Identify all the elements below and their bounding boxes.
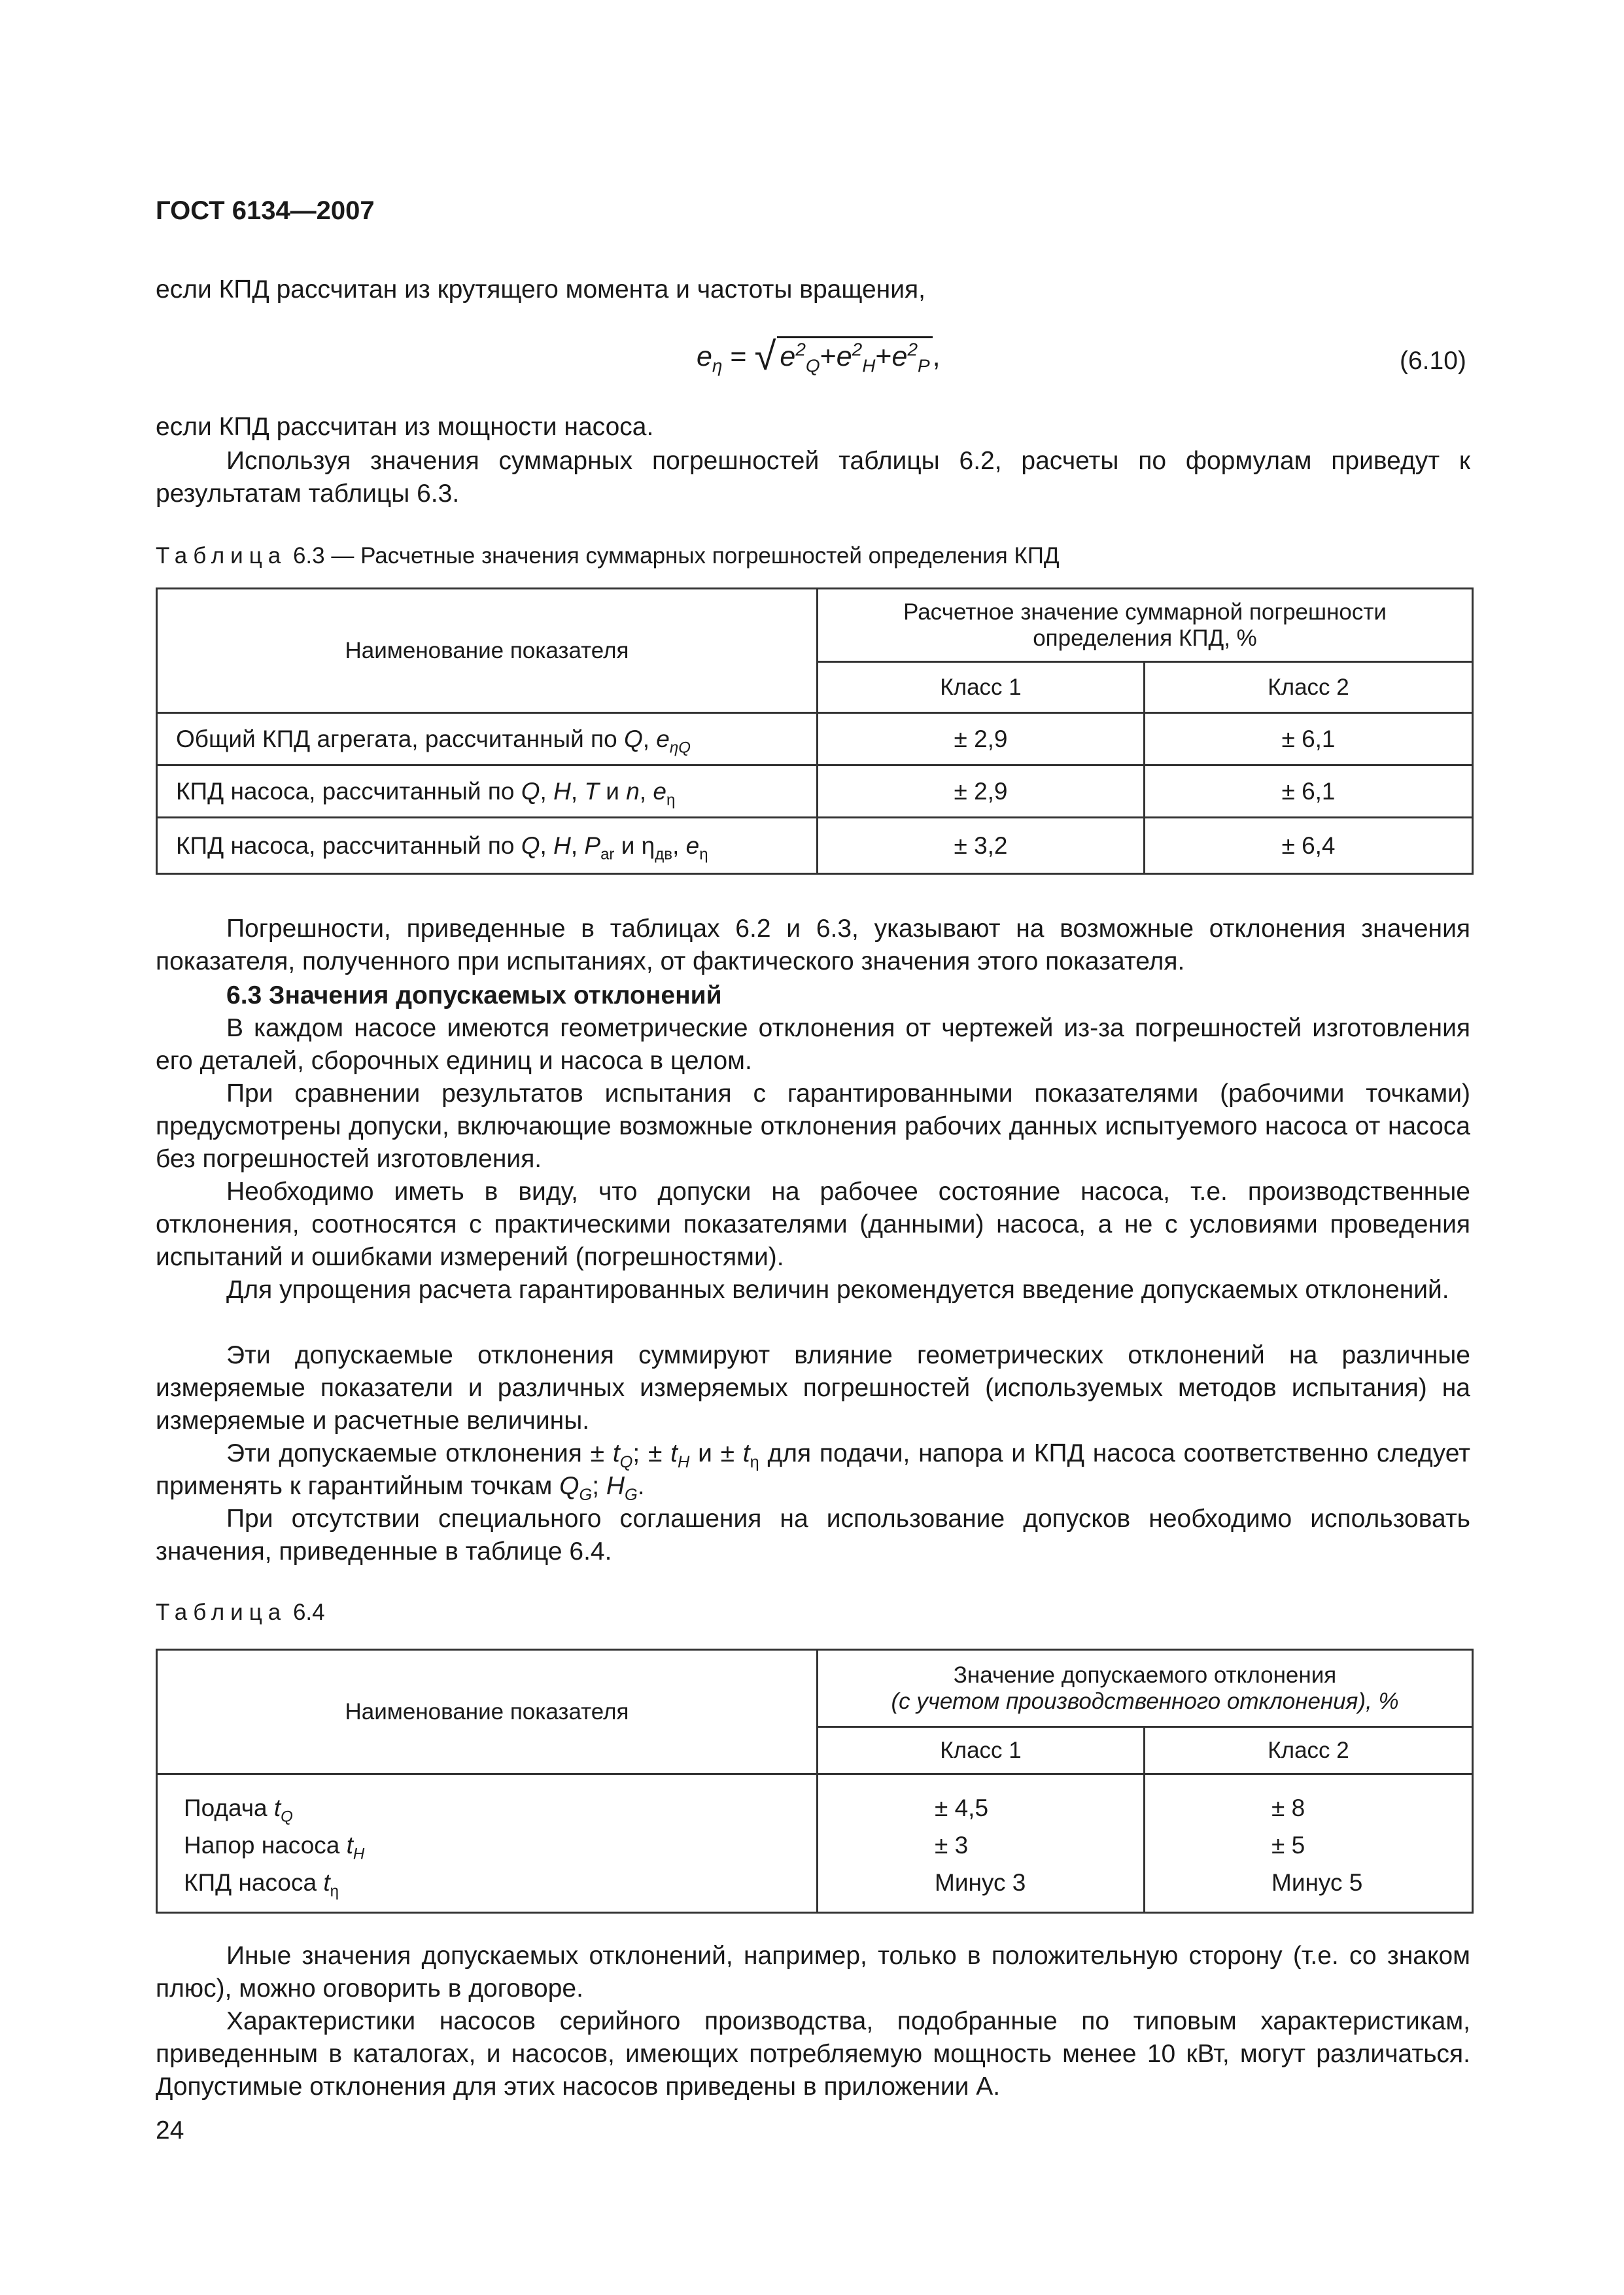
paragraph-other-values: Иные значения допускаемых отклонений, например, только в положительную сторону (т.е. со знаком плюс), можно оговорить в договоре. <box>156 1942 1470 2003</box>
document-header: ГОСТ 6134—2007 <box>156 196 375 225</box>
table-6-3-class1: Класс 1 <box>818 662 1145 713</box>
paragraph-errors: Погрешности, приведенные в таблицах 6.2 и 6.3, указывают на возможные отклонения значения показателя, полученного при испытаниях, от фактического значения этого показателя. <box>156 915 1470 975</box>
list-item: КПД насоса $t_\eta$ <box>184 1869 339 1901</box>
table-6-3-caption: Таблица 6.3 — Расчетные значения суммарных погрешностей определения КПД <box>156 543 1060 569</box>
table-row <box>157 1774 1473 1913</box>
table-cell: ± 2,9 <box>818 765 1145 818</box>
table-row-label: КПД насоса, рассчитанный по Q, H, $P_{ar}$ и $\eta_{дв}$, $e_\eta$ <box>157 818 818 874</box>
list-item: Напор насоса $t_H$ <box>184 1832 365 1863</box>
equation-number: (6.10) <box>1400 347 1466 375</box>
table-cell: ± 2,9 <box>818 713 1145 765</box>
paragraph-guarantee-points: Эти допускаемые отклонения ± $t_Q$; ± $t_H$ $и \pm t_\eta$ для подачи, напора и КПД насоса соответственно следует применять к гарантийным точкам $Q_G$; $H_G$. <box>156 1439 1470 1504</box>
paragraph-no-agreement: При отсутствии специального соглашения на использование допусков необходимо использовать значения, приведенные в таблице 6.4. <box>156 1505 1470 1566</box>
paragraph-comparison: При сравнении результатов испытания с гарантированными показателями (рабочими точками) предусмотрены допуски, включающие возможные отклонения рабочих данных испытуемого насоса от насоса без погрешностей изготовления. <box>156 1079 1470 1173</box>
list-item: Подача $t_Q$ <box>184 1795 293 1826</box>
table-6-3-col-name: Наименование показателя <box>157 589 818 713</box>
table-row <box>157 818 1473 874</box>
paragraph-geometry: В каждом насосе имеются геометрические отклонения от чертежей из-за погрешностей изготовления его деталей, сборочных единиц и насоса в целом. <box>156 1014 1470 1075</box>
page-number: 24 <box>156 2116 184 2145</box>
table-6-3 <box>156 587 1474 875</box>
table-6-3-col-value: Расчетное значение суммарной погрешности определения КПД, % <box>818 589 1473 662</box>
paragraph-torque: если КПД рассчитан из крутящего момента и частоты вращения, <box>156 275 925 304</box>
table-6-4-class2: Класс 2 <box>1145 1727 1473 1774</box>
paragraph-using-values: Используя значения суммарных погрешностей таблицы 6.2, расчеты по формулам приведут к результатам таблицы 6.3. <box>156 447 1470 508</box>
table-6-4-col-value: Значение допускаемого отклонения (с учетом производственного отклонения), % <box>818 1650 1473 1727</box>
table-6-4-col-name: Наименование показателя <box>157 1650 818 1774</box>
table-row <box>157 765 1473 818</box>
table-6-4 <box>156 1649 1474 1914</box>
paragraph-power: если КПД рассчитан из мощности насоса. <box>156 413 654 441</box>
table-col-class2-values: ± 8 ± 5 Минус 5 <box>1145 1774 1473 1913</box>
table-row-label: КПД насоса, рассчитанный по Q, H, T и n, $e_\eta$ <box>157 765 818 818</box>
table-cell: ± 6,4 <box>1145 818 1473 874</box>
table-6-4-caption: Таблица 6.4 <box>156 1600 325 1625</box>
paragraph-tolerances: Необходимо иметь в виду, что допуски на рабочее состояние насоса, т.е. производственные отклонения, соотносятся с практическими показателями (данными) насоса, а не с условиями проведения испытаний и ошибками измерений (погрешностями). <box>156 1178 1470 1271</box>
table-cell: ± 3,2 <box>818 818 1145 874</box>
table-6-4-class1: Класс 1 <box>818 1727 1145 1774</box>
table-cell: ± 6,1 <box>1145 713 1473 765</box>
table-6-3-class2: Класс 2 <box>1145 662 1473 713</box>
section-heading: 6.3 Значения допускаемых отклонений <box>226 981 722 1009</box>
table-col-class1-values: ± 4,5 ± 3 Минус 3 <box>818 1774 1145 1913</box>
table-row <box>157 713 1473 765</box>
paragraph-simplify: Для упрощения расчета гарантированных величин рекомендуется введение допускаемых отклонений. <box>226 1276 1449 1304</box>
paragraph-catalog: Характеристики насосов серийного производства, подобранные по типовым характеристикам, приведенным в каталогах, и насосов, имеющих потребляемую мощность менее 10 кВт, могут различаться. Допустимые отклонения для этих насосов приведены в приложении А. <box>156 2007 1470 2101</box>
table-cell: ± 6,1 <box>1145 765 1473 818</box>
table-row-label: Общий КПД агрегата, рассчитанный по Q, $e_{\eta Q}$ <box>157 713 818 765</box>
formula-6-10: $e_\eta$ = √ $e^2_Q+e^2_H+e^2_P$, <box>697 334 941 378</box>
table-row-labels <box>157 1774 818 1913</box>
paragraph-summation: Эти допускаемые отклонения суммируют влияние геометрических отклонений на различные измеряемые показатели и различных измеряемых погрешностей (используемых методов испытания) на измеряемые и расчетные величины. <box>156 1341 1470 1435</box>
